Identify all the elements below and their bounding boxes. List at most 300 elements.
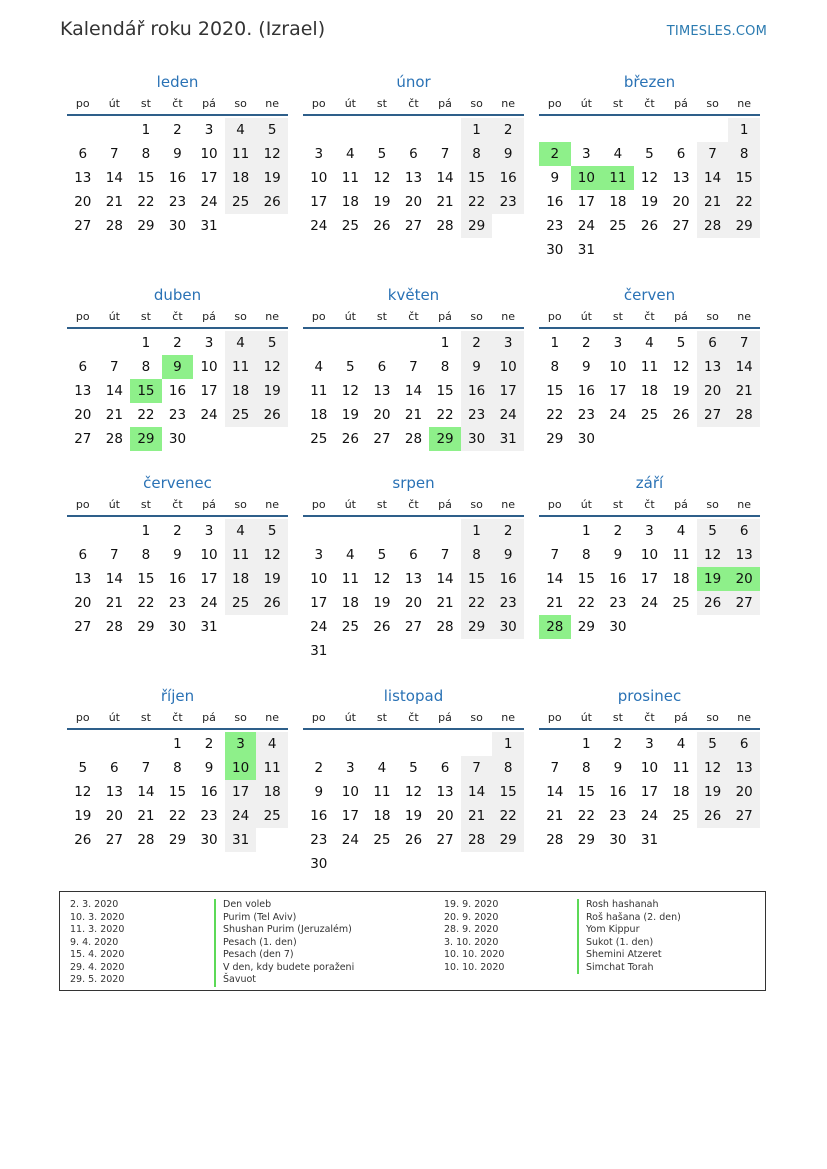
day-cell: 4: [256, 732, 288, 756]
weekday-label: so: [234, 498, 247, 511]
weekday-label: čt: [408, 97, 419, 110]
day-cell: 23: [168, 595, 187, 611]
day-cell: 9: [613, 547, 623, 563]
day-cell: 2: [582, 335, 591, 351]
day-cell: 21: [461, 804, 493, 828]
empty-cell: [398, 732, 430, 756]
day-cell: 2: [173, 122, 182, 138]
day-cell: 24: [577, 218, 595, 234]
day-grid: [67, 331, 288, 451]
day-cell: 12: [256, 355, 288, 379]
day-cell: 18: [256, 780, 288, 804]
month-říjen: [67, 684, 288, 852]
day-cell: 20: [74, 595, 92, 611]
empty-cell: [99, 118, 131, 142]
day-cell: 26: [697, 591, 729, 615]
day-cell: 28: [404, 431, 423, 447]
day-cell: 25: [373, 832, 391, 848]
day-cell: 1: [141, 523, 151, 539]
day-cell: 5: [256, 331, 288, 355]
day-cell: 2: [173, 335, 182, 351]
day-cell: 25: [225, 403, 257, 427]
holiday-day: 10: [225, 756, 257, 780]
day-cell: 5: [697, 519, 729, 543]
day-cell: 27: [74, 218, 92, 234]
legend-left-names: [214, 899, 354, 987]
empty-cell: [335, 118, 367, 142]
day-cell: 25: [310, 431, 328, 447]
day-cell: 9: [492, 543, 524, 567]
day-cell: 1: [582, 736, 591, 752]
empty-cell: [429, 118, 461, 142]
legend-date: 15. 4. 2020: [70, 949, 125, 960]
day-cell: 19: [256, 567, 288, 591]
day-grid: [539, 732, 760, 852]
day-cell: 19: [373, 194, 391, 210]
day-cell: 16: [168, 571, 187, 587]
weekday-label: st: [612, 711, 623, 724]
weekday-label: so: [234, 97, 247, 110]
legend-date: 2. 3. 2020: [70, 899, 119, 910]
day-cell: 25: [225, 190, 257, 214]
day-cell: 29: [461, 214, 493, 238]
day-cell: 17: [200, 571, 218, 587]
day-cell: 11: [256, 756, 288, 780]
day-cell: 2: [461, 331, 493, 355]
brand-link[interactable]: TIMESLES.COM: [666, 24, 767, 39]
day-cell: 26: [404, 832, 423, 848]
legend-holiday-name: Rosh hashanah: [586, 899, 659, 910]
day-cell: 13: [728, 543, 760, 567]
weekday-label: čt: [408, 711, 419, 724]
legend-date: 19. 9. 2020: [444, 899, 499, 910]
day-cell: 8: [582, 547, 591, 563]
day-cell: 9: [550, 170, 560, 186]
day-cell: 30: [310, 856, 328, 872]
month-listopad: [303, 684, 524, 876]
day-cell: 6: [78, 547, 88, 563]
day-cell: 30: [492, 615, 524, 639]
empty-cell: [539, 118, 571, 142]
month-name: květen: [387, 286, 440, 304]
day-cell: 18: [672, 571, 690, 587]
day-cell: 31: [200, 218, 218, 234]
day-cell: 1: [461, 118, 493, 142]
day-cell: 27: [697, 403, 729, 427]
day-cell: 15: [546, 383, 564, 399]
day-cell: 1: [141, 335, 151, 351]
day-cell: 22: [461, 591, 493, 615]
weekday-label: čt: [172, 711, 183, 724]
weekday-label: čt: [644, 310, 655, 323]
day-cell: 10: [200, 547, 218, 563]
legend-date: 9. 4. 2020: [70, 936, 119, 948]
day-cell: 23: [609, 595, 627, 611]
holiday-day: 2: [539, 142, 571, 166]
day-cell: 17: [577, 194, 595, 210]
day-cell: 6: [409, 146, 418, 162]
weekday-label: út: [108, 97, 120, 110]
day-cell: 1: [173, 736, 182, 752]
day-cell: 22: [577, 595, 595, 611]
weekday-label: st: [376, 711, 387, 724]
day-cell: 13: [697, 355, 729, 379]
day-cell: 4: [377, 760, 387, 776]
day-cell: 3: [314, 146, 324, 162]
weekday-label: čt: [172, 97, 183, 110]
holiday-day: 10: [571, 166, 603, 190]
day-cell: 8: [141, 547, 151, 563]
weekday-label: ne: [737, 310, 752, 323]
day-cell: 21: [404, 407, 423, 423]
day-cell: 28: [461, 828, 493, 852]
day-grid: [539, 118, 760, 262]
weekday-label: pá: [674, 97, 688, 110]
day-cell: 12: [373, 571, 391, 587]
weekday-label: čt: [172, 498, 183, 511]
day-cell: 17: [640, 784, 659, 800]
month-name: červenec: [143, 474, 212, 492]
day-cell: 16: [492, 166, 524, 190]
holiday-day: 28: [539, 615, 571, 639]
day-cell: 29: [577, 832, 595, 848]
day-cell: 23: [609, 808, 627, 824]
weekday-header: [303, 708, 524, 730]
day-cell: 19: [697, 780, 729, 804]
day-cell: 23: [461, 403, 493, 427]
day-cell: 26: [256, 190, 288, 214]
day-cell: 30: [609, 832, 627, 848]
day-cell: 30: [168, 619, 187, 635]
day-cell: 27: [74, 619, 92, 635]
weekday-label: po: [311, 310, 326, 323]
day-cell: 15: [137, 571, 155, 587]
weekday-label: st: [140, 97, 151, 110]
day-cell: 9: [613, 760, 623, 776]
day-cell: 7: [409, 359, 418, 375]
day-cell: 18: [225, 379, 257, 403]
day-cell: 20: [697, 379, 729, 403]
day-cell: 4: [225, 519, 257, 543]
weekday-header: [539, 94, 760, 116]
legend-holiday-name: V den, kdy budete poraženi: [223, 961, 355, 973]
day-cell: 2: [204, 736, 214, 752]
weekday-label: st: [140, 711, 151, 724]
day-cell: 8: [173, 760, 182, 776]
day-cell: 24: [310, 218, 328, 234]
day-cell: 8: [492, 756, 524, 780]
month-duben: [67, 283, 288, 451]
weekday-label: pá: [438, 97, 452, 110]
empty-cell: [461, 732, 493, 756]
day-cell: 27: [373, 431, 391, 447]
weekday-label: po: [547, 498, 562, 511]
day-cell: 12: [404, 784, 423, 800]
day-cell: 10: [492, 355, 524, 379]
weekday-label: út: [580, 310, 592, 323]
day-cell: 11: [672, 547, 690, 563]
weekday-label: út: [108, 310, 120, 323]
day-cell: 3: [582, 146, 591, 162]
empty-cell: [335, 519, 367, 543]
day-cell: 18: [310, 407, 328, 423]
day-cell: 30: [200, 832, 218, 848]
day-cell: 24: [492, 403, 524, 427]
month-name: listopad: [383, 687, 444, 705]
day-cell: 18: [341, 194, 359, 210]
legend-date: 10. 3. 2020: [70, 911, 125, 923]
day-cell: 13: [74, 383, 92, 399]
day-cell: 26: [373, 218, 391, 234]
weekday-label: so: [706, 498, 719, 511]
weekday-label: st: [612, 310, 623, 323]
weekday-label: ne: [737, 498, 752, 511]
weekday-label: po: [547, 711, 562, 724]
legend-holiday-name: Pesach (1. den): [223, 936, 297, 948]
empty-cell: [130, 732, 162, 756]
holiday-day: 15: [130, 379, 162, 403]
weekday-label: út: [344, 498, 356, 511]
day-cell: 13: [404, 571, 423, 587]
weekday-label: pá: [202, 310, 216, 323]
day-cell: 1: [141, 122, 151, 138]
day-cell: 8: [461, 142, 493, 166]
weekday-label: st: [140, 310, 151, 323]
weekday-label: so: [470, 310, 483, 323]
day-cell: 22: [546, 407, 564, 423]
day-cell: 25: [225, 591, 257, 615]
day-cell: 12: [373, 170, 391, 186]
day-cell: 10: [640, 760, 659, 776]
day-cell: 24: [640, 595, 659, 611]
day-cell: 13: [728, 756, 760, 780]
day-grid: [303, 519, 524, 663]
holiday-legend: [59, 891, 766, 991]
day-cell: 10: [609, 359, 627, 375]
month-name: prosinec: [617, 687, 682, 705]
day-grid: [303, 331, 524, 451]
day-cell: 28: [105, 619, 123, 635]
day-cell: 27: [404, 619, 423, 635]
day-cell: 23: [492, 591, 524, 615]
day-cell: 8: [141, 146, 151, 162]
weekday-label: út: [344, 711, 356, 724]
day-cell: 21: [697, 190, 729, 214]
day-cell: 7: [110, 547, 119, 563]
empty-cell: [99, 732, 131, 756]
day-cell: 3: [204, 523, 214, 539]
day-cell: 1: [550, 335, 560, 351]
day-cell: 18: [341, 595, 359, 611]
empty-cell: [697, 118, 729, 142]
day-cell: 22: [137, 595, 155, 611]
day-cell: 12: [697, 543, 729, 567]
day-cell: 20: [105, 808, 123, 824]
empty-cell: [99, 519, 131, 543]
day-cell: 18: [640, 383, 659, 399]
weekday-label: so: [470, 97, 483, 110]
legend-date: 3. 10. 2020: [444, 936, 499, 948]
day-cell: 6: [697, 331, 729, 355]
day-cell: 14: [105, 170, 123, 186]
day-cell: 6: [728, 732, 760, 756]
day-cell: 20: [672, 194, 690, 210]
day-cell: 7: [728, 331, 760, 355]
legend-left-dates: [70, 899, 124, 987]
weekday-label: pá: [202, 711, 216, 724]
day-cell: 26: [373, 619, 391, 635]
day-cell: 8: [141, 359, 151, 375]
weekday-label: ne: [501, 97, 516, 110]
empty-cell: [366, 118, 398, 142]
day-cell: 11: [672, 760, 690, 776]
day-cell: 25: [672, 595, 690, 611]
day-cell: 31: [225, 828, 257, 852]
day-cell: 10: [310, 170, 328, 186]
day-cell: 27: [728, 591, 760, 615]
weekday-header: [539, 708, 760, 730]
day-cell: 31: [492, 427, 524, 451]
day-cell: 27: [404, 218, 423, 234]
empty-cell: [303, 732, 335, 756]
day-cell: 13: [672, 170, 690, 186]
weekday-label: st: [376, 498, 387, 511]
day-cell: 15: [577, 784, 595, 800]
weekday-label: čt: [408, 310, 419, 323]
day-cell: 18: [225, 166, 257, 190]
day-cell: 3: [314, 547, 324, 563]
weekday-label: po: [311, 711, 326, 724]
day-cell: 23: [546, 218, 564, 234]
legend-date: 10. 10. 2020: [444, 961, 505, 973]
day-cell: 4: [314, 359, 324, 375]
day-cell: 19: [256, 379, 288, 403]
day-cell: 21: [105, 407, 123, 423]
day-cell: 12: [640, 170, 659, 186]
weekday-label: st: [376, 310, 387, 323]
day-cell: 29: [577, 619, 595, 635]
day-cell: 9: [461, 355, 493, 379]
empty-cell: [67, 118, 99, 142]
day-cell: 5: [256, 118, 288, 142]
weekday-header: [67, 307, 288, 329]
empty-cell: [335, 732, 367, 756]
day-grid: [303, 732, 524, 876]
day-cell: 16: [310, 808, 328, 824]
legend-holiday-name: Purim (Tel Aviv): [223, 911, 297, 923]
day-cell: 28: [546, 832, 564, 848]
day-cell: 23: [168, 194, 187, 210]
weekday-label: pá: [674, 498, 688, 511]
legend-date: 29. 5. 2020: [70, 974, 125, 985]
day-cell: 28: [105, 218, 123, 234]
day-cell: 24: [200, 194, 218, 210]
month-name: únor: [396, 73, 431, 91]
day-cell: 5: [645, 146, 654, 162]
day-cell: 7: [440, 146, 450, 162]
day-cell: 21: [546, 808, 564, 824]
day-cell: 25: [640, 407, 659, 423]
day-cell: 9: [582, 359, 591, 375]
month-březen: [539, 70, 760, 262]
day-cell: 13: [74, 571, 92, 587]
day-cell: 5: [676, 335, 686, 351]
day-cell: 4: [676, 736, 686, 752]
day-cell: 1: [461, 519, 493, 543]
day-cell: 8: [440, 359, 450, 375]
month-name: duben: [153, 286, 202, 304]
day-cell: 5: [377, 146, 387, 162]
day-cell: 8: [461, 543, 493, 567]
day-cell: 10: [341, 784, 359, 800]
day-cell: 7: [697, 142, 729, 166]
day-cell: 26: [74, 832, 92, 848]
day-cell: 6: [676, 146, 686, 162]
weekday-label: po: [547, 310, 562, 323]
weekday-label: so: [706, 711, 719, 724]
day-cell: 26: [256, 403, 288, 427]
holiday-day: 29: [130, 427, 162, 451]
day-cell: 11: [341, 571, 359, 587]
day-cell: 5: [256, 519, 288, 543]
day-cell: 15: [728, 166, 760, 190]
weekday-header: [303, 307, 524, 329]
legend-date: 11. 3. 2020: [70, 924, 125, 935]
day-cell: 15: [492, 780, 524, 804]
day-cell: 3: [645, 523, 654, 539]
day-cell: 11: [225, 543, 257, 567]
day-cell: 19: [640, 194, 659, 210]
day-cell: 16: [609, 784, 627, 800]
day-cell: 9: [492, 142, 524, 166]
legend-date: 10. 10. 2020: [444, 949, 505, 960]
empty-cell: [366, 519, 398, 543]
day-cell: 12: [697, 756, 729, 780]
legend-date: 28. 9. 2020: [444, 924, 499, 935]
day-cell: 5: [78, 760, 88, 776]
day-cell: 4: [225, 331, 257, 355]
day-cell: 6: [440, 760, 450, 776]
day-cell: 27: [728, 804, 760, 828]
day-grid: [539, 519, 760, 639]
day-cell: 22: [577, 808, 595, 824]
day-cell: 25: [609, 218, 627, 234]
day-cell: 22: [137, 407, 155, 423]
day-cell: 30: [461, 427, 493, 451]
day-cell: 23: [577, 407, 595, 423]
day-cell: 6: [78, 359, 88, 375]
day-cell: 17: [200, 170, 218, 186]
empty-cell: [366, 331, 398, 355]
day-cell: 13: [373, 383, 391, 399]
day-cell: 14: [546, 784, 564, 800]
weekday-label: so: [470, 711, 483, 724]
day-cell: 15: [168, 784, 187, 800]
day-cell: 6: [377, 359, 387, 375]
weekday-label: po: [75, 310, 90, 323]
day-cell: 6: [728, 519, 760, 543]
weekday-label: po: [311, 97, 326, 110]
day-cell: 29: [137, 619, 155, 635]
day-cell: 15: [461, 567, 493, 591]
weekday-header: [67, 495, 288, 517]
day-cell: 14: [404, 383, 423, 399]
day-cell: 25: [256, 804, 288, 828]
empty-cell: [398, 331, 430, 355]
day-cell: 2: [613, 736, 623, 752]
empty-cell: [398, 519, 430, 543]
empty-cell: [602, 118, 634, 142]
